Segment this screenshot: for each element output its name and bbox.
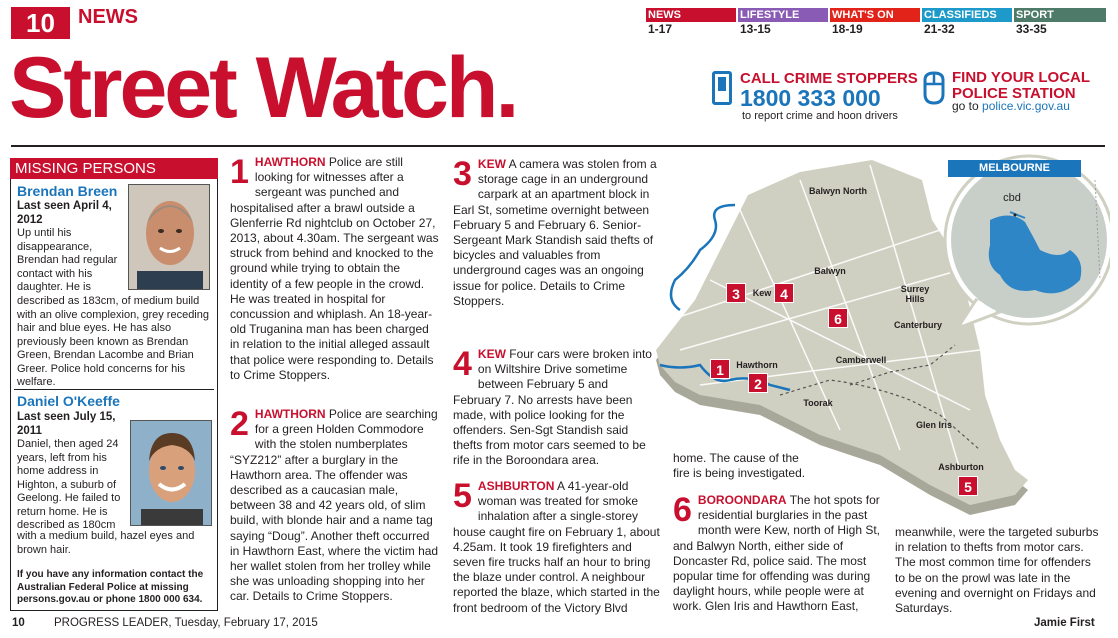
suburb-label: Balwyn [814,266,846,276]
nav-tab-pages: 1-17 [648,22,673,36]
police-station-title [952,70,1090,102]
section-label: NEWS [78,6,138,28]
nav-tab-pages: 21-32 [924,22,955,36]
footer-page-number: 10 [12,617,25,629]
story-number: 2 [230,405,249,443]
story-text: A camera was stolen from a storage cage in an underground carpark at an apartment block in Earl St, sometime overnight between February 5 and February 6. Senior-Sergeant Mark Standish said thefts of bicycles and valuables from underground cages was an ongoing issue for police. Details to Crime Stoppers. [453,157,657,308]
nav-tab-label: CLASSIFIEDS [922,8,1012,22]
nav-tab-classifieds[interactable] [922,8,1012,38]
description-line: Brendan had regular [17,254,118,266]
person-name: Daniel O'Keeffe [17,393,120,409]
suburb-label: Camberwell [835,355,887,365]
story-text: Four cars were broken into on Wiltshire Drive sometime between February 5 and February 7. No arrests have been made, with police looking for the offenders. Sen-Sgt Standish said thefts from motor cars seemed to be rife in the Boroondara area. [453,347,652,468]
last-seen-line: 2011 [17,425,42,437]
last-seen-line: 2012 [17,214,43,226]
story-number: 5 [453,477,472,515]
nav-tab-sport[interactable] [1014,8,1106,38]
description-line: described as 180cm [17,519,116,531]
story-number: 4 [453,345,472,383]
description-line: return home. He is [17,505,108,518]
nav-tab-label: SPORT [1014,8,1106,22]
description-line: Geelong. He failed to [17,492,121,504]
story-number: 3 [453,155,472,193]
person-description: described as 183cm, of medium build with an olive complexion, grey receding hair and blue eyes. He has also previously been known as Brendan Green, Brendan Lacombe and Brian Greer. Police hold concerns for his welfare. [17,295,209,388]
person-description-top [17,227,127,295]
nav-tab-lifestyle[interactable] [738,8,828,38]
last-seen-line: Last seen April 4, [17,200,112,212]
story-5 [453,479,665,616]
story-5-continuation: home. The cause of the fire is being investigated. [673,451,806,481]
story-text: Police are still looking for witnesses after a sergeant was punched and hospitalised after a brawl outside a Glenferrie Rd nightclub on October 27, 2013, about 4.30am. The sergeant was struck from behind and knocked to the ground while trying to obtain the identity of a few people in the crowd. He was treated in hospital for concussion and whiplash. An 18-year-old Truganina man has been charged in relation to the initial alleged assault that police were responding to. Details to Crime Stoppers. [230,155,439,382]
story-location: BOROONDARA [697,493,787,507]
description-line: Highton, a suburb of [17,478,117,491]
map-marker[interactable]: 1 [710,359,730,379]
suburb-label: Glen Iris [915,420,952,430]
masthead-title: Street Watch. [9,40,517,136]
police-station-subtitle [952,99,1070,113]
mouse-icon [921,70,947,106]
suburb-label: Kew [752,288,772,298]
footer-author: Jamie First [1034,617,1095,629]
story-2 [230,407,440,605]
story-number: 1 [230,153,249,191]
story-location: HAWTHORN [254,155,326,169]
crime-stoppers-subtitle: to report crime and hoon drivers [742,110,898,122]
nav-tab-label: WHAT'S ON [830,8,920,22]
story-text: A 41-year-old woman was treated for smoke inhalation after a single-storey house caught fire on February 1, about 4.25am. It took 19 firefighters and seven fire trucks half an hour to bring the blaze under control. A neighbour reported the blaze, which started in the front bedroom of the Victory Blvd [453,479,660,615]
crime-stoppers-number[interactable]: 1800 333 000 [740,85,881,111]
suburb-label: Ashburton [938,462,984,472]
nav-tab-pages: 33-35 [1016,22,1047,36]
phone-icon [712,71,732,105]
description-line: Up until his [17,227,72,239]
story-location: KEW [477,347,506,361]
suburb-label: Surrey Hills [900,284,930,304]
suburb-label: Hawthorn [736,360,778,370]
story-location: KEW [477,157,506,171]
description-line: daughter. He is [17,281,91,293]
police-station-prefix: go to [952,99,979,113]
story-text: The hot spots for residential burglaries in the past month were Kew, north of High St, and Balwyn North, either side of Doncaster Rd, police said. The most popular time for offending was during daylight hours, while people were at work. Glen Iris and Hawthorn East, [673,493,881,614]
header-rule [11,145,1105,147]
page-number-badge: 10 [11,7,70,39]
nav-tab-whats-on[interactable] [830,8,920,38]
description-line: disappearance, [17,240,93,253]
suburb-label: Toorak [803,398,833,408]
person-photo [128,184,210,290]
map-marker[interactable]: 4 [774,283,794,303]
area-map [640,150,1110,600]
police-station-title-line1: FIND YOUR LOCAL [952,69,1091,86]
map-marker[interactable]: 2 [748,373,768,393]
story-number: 6 [673,491,692,529]
inset-title: MELBOURNE [948,160,1081,177]
nav-tab-label: LIFESTYLE [738,8,828,22]
person-description-top [17,438,131,533]
nav-tab-label: NEWS [646,8,736,22]
description-line: home address in [17,465,99,477]
person-last-seen [17,410,127,438]
map-marker[interactable]: 3 [726,283,746,303]
last-seen-line: Last seen July 15, [17,411,116,423]
suburb-label: Canterbury [893,320,942,330]
story-4 [453,347,658,469]
person-photo [130,420,212,526]
nav-tab-news[interactable] [646,8,736,38]
person-last-seen [17,199,127,227]
description-line: Daniel, then aged 24 [17,438,119,450]
story-3 [453,157,658,309]
story-text: Police are searching for a green Holden Commodore with the stolen numberplates “SYZ212” after a burglary in the Hawthorn area. The offender was described as a caucasian male, between 38 and 42 years old, of slim build, with blonde hair and a name tag saying “Doug”. Another theft occurred in Hawthorn East, where the victim had her wallet stolen from her trolley while she was unloading shopping into her car. Details to Crime Stoppers. [230,407,439,604]
person-name: Brendan Breen [17,183,118,199]
footer-publication: PROGRESS LEADER, Tuesday, February 17, 2015 [54,617,318,629]
person-description: with a medium build, hazel eyes and brown hair. [17,530,195,556]
suburb-label: Balwyn North [808,186,867,196]
story-6-continuation: meanwhile, were the targeted suburbs in relation to thefts from motor cars. The most common time for offenders to be on the prowl was late in the evening and overnight on Fridays and Saturdays. [895,525,1099,616]
crime-stoppers-title: CALL CRIME STOPPERS [740,70,918,87]
missing-persons-contact: If you have any information contact the Australian Federal Police at missing persons.gov.au or phone 1800 000 634. [17,569,204,605]
nav-tab-pages: 13-15 [740,22,771,36]
story-1 [230,155,440,383]
story-location: ASHBURTON [477,479,555,493]
description-line: contact with his [17,267,93,280]
police-station-title-line2: POLICE STATION [952,85,1076,102]
missing-persons-heading: MISSING PERSONS [10,158,218,179]
person-separator [14,389,214,390]
nav-tab-pages: 18-19 [832,22,863,36]
map-marker[interactable]: 6 [828,308,848,328]
inset-cbd-label: cbd [1003,192,1021,204]
description-line: years, left from his [17,451,107,464]
map-marker[interactable]: 5 [958,476,978,496]
story-location: HAWTHORN [254,407,326,421]
police-station-link[interactable]: police.vic.gov.au [982,99,1070,113]
